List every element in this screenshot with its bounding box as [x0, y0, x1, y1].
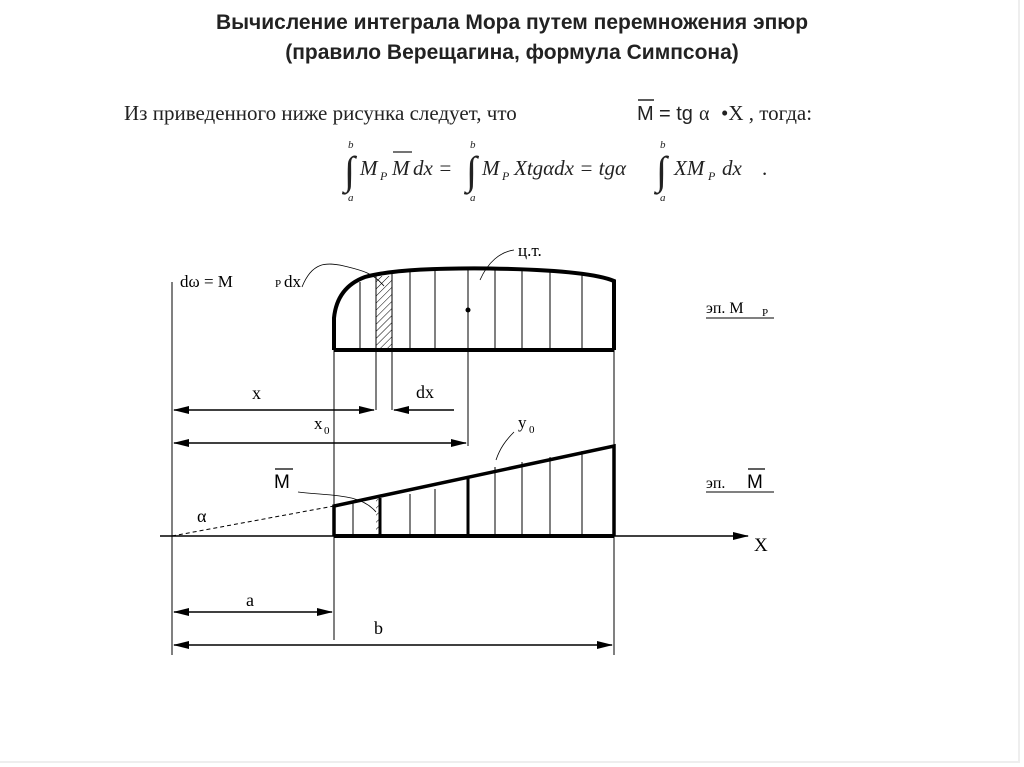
formula-term3: XM [674, 156, 705, 180]
ep-mbar-m: M [747, 472, 763, 493]
mbar-label: M [274, 472, 290, 493]
dimension-x [174, 383, 374, 410]
x-axis-label: X [754, 535, 768, 556]
formula-term3-dx: dx [722, 156, 742, 180]
centroid-dot [466, 308, 471, 313]
formula-term1-sub: P [380, 169, 388, 183]
domega-label-sub: P [275, 278, 282, 290]
mohr-formula [341, 139, 767, 204]
title-line-2: (правило Верещагина, формула Симпсона) [285, 41, 739, 64]
mp-diagram [334, 268, 614, 655]
integral2-sign: ∫ [466, 148, 477, 193]
integral3-lower: a [660, 192, 666, 204]
intro-text: Из приведенного ниже рисунка следует, что [124, 101, 517, 125]
centroid-leader [480, 250, 514, 280]
integral3-upper: b [660, 139, 666, 151]
dimension-a [174, 590, 332, 612]
formula-term2-sub: P [502, 169, 510, 183]
alpha-label: α [197, 506, 207, 526]
dx-hatched-strip [376, 276, 392, 351]
y0-label: y [518, 413, 527, 432]
integral3-sign: ∫ [656, 148, 667, 193]
formula-term1: M [360, 156, 378, 180]
domega-label-dx: dx [284, 272, 301, 291]
formula-period: . [762, 156, 768, 180]
dimension-b [174, 618, 612, 645]
domega-leader [302, 264, 384, 287]
title-line-1: Вычисление интеграла Мора путем перемножения эпюр [215, 11, 809, 34]
integral2-lower: a [470, 192, 476, 204]
mbar-diagram [172, 446, 614, 536]
a-label: a [246, 590, 254, 610]
formula-term3-sub: P [708, 169, 716, 183]
x0-label-sub: 0 [324, 425, 330, 437]
integral2-upper: b [470, 139, 476, 151]
formula-term2: M [482, 156, 500, 180]
mp-ordinates [360, 269, 582, 446]
y0-label-sub: 0 [529, 424, 535, 436]
integral1-lower: a [348, 192, 354, 204]
integral1-sign: ∫ [344, 148, 355, 193]
mbar-leader [298, 492, 376, 512]
ep-mp-label-sub: P [762, 307, 769, 319]
integral1-upper: b [348, 139, 354, 151]
centroid-label: ц.т. [518, 241, 542, 260]
domega-label: dω = M [180, 272, 233, 291]
y0-leader [496, 432, 514, 460]
intro-alpha: α [699, 103, 710, 125]
ep-mp-label: эп. M [706, 300, 744, 317]
x0-label: x [314, 414, 323, 433]
b-label: b [374, 618, 383, 638]
ep-mbar-label: эп. [706, 475, 726, 492]
formula-term2-rest: Xtgαdx = tgα [514, 156, 627, 180]
intro-x-part: •X , тогда: [721, 101, 813, 125]
intro-equals-tg: = tg [659, 103, 693, 125]
dimension-dx [394, 382, 454, 410]
dx-label: dx [416, 382, 434, 402]
x-label: x [252, 383, 261, 403]
intro-relation [637, 100, 812, 125]
intro-mbar: M [637, 103, 654, 125]
formula-term1-mbar: M [392, 156, 410, 180]
formula-term1-dx: dx = [413, 156, 453, 180]
dimension-x0 [174, 414, 466, 443]
